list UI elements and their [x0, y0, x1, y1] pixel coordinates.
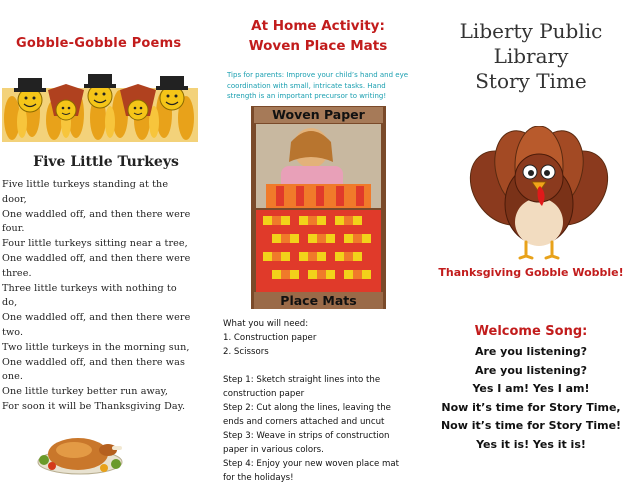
cartoon-turkey-image — [464, 126, 614, 266]
song-line: Are you listening? — [474, 363, 588, 377]
activity-subheading: Woven Place Mats — [248, 38, 388, 54]
poem-line: four. — [2, 223, 25, 235]
poem-line: One waddled off, and then there were — [2, 208, 191, 220]
left-panel — [0, 0, 212, 493]
song-line: Are you listening? — [474, 345, 588, 358]
song-line: Now it’s time for Story Time! — [440, 419, 622, 432]
step-line: Step 2: Cut along the lines, leaving the — [223, 403, 391, 413]
library-title-line: Liberty Public — [459, 19, 603, 43]
step-line: Step 1: Sketch straight lines into the — [223, 375, 381, 385]
poem-line: One little turkey better run away, — [2, 386, 169, 398]
step-line: ends and corners attached and uncut — [223, 417, 385, 427]
middle-panel — [218, 0, 418, 493]
needs-line: 1. Construction paper — [223, 333, 317, 343]
poem-line: three. — [2, 267, 32, 279]
photo-bottom-label: Place Mats — [280, 293, 357, 308]
welcome-song-lyrics — [424, 343, 638, 454]
song-line: Yes it is! Yes it is! — [476, 437, 586, 451]
activity-instructions — [223, 317, 418, 485]
poem-line: door, — [2, 193, 27, 205]
right-panel — [424, 0, 638, 493]
parent-tips: Tips for parents: Improve your child’s hand and eye coordination with small, intricate tasks. Hand strength is an important precursor to writing! — [227, 71, 409, 100]
spacer — [223, 359, 418, 373]
poem-line: Three little turkeys with nothing to — [2, 282, 177, 294]
poems-heading: Gobble-Gobble Poems — [16, 36, 182, 51]
step-line: Step 4: Enjoy your new woven place mat — [223, 459, 399, 469]
needs-line: 2. Scissors — [223, 347, 269, 357]
poem-line: One waddled off, and then there were — [2, 312, 191, 324]
library-title — [424, 19, 638, 94]
poem-title: Five Little Turkeys — [33, 154, 179, 170]
poem-text — [2, 178, 212, 415]
poem-line: one. — [2, 371, 24, 383]
needs-line: What you will need: — [223, 319, 309, 329]
poem-line: One waddled off, and then there was — [2, 356, 185, 368]
library-title-line: Story Time — [475, 69, 587, 93]
poem-line: do, — [2, 297, 18, 309]
activity-heading: At Home Activity: — [251, 18, 385, 34]
library-title-line: Library — [493, 44, 569, 68]
step-line: construction paper — [223, 389, 305, 399]
welcome-song-heading: Welcome Song: — [474, 324, 588, 339]
roast-turkey-image — [28, 420, 138, 480]
poem-line: Two little turkeys in the morning sun, — [2, 341, 190, 353]
poem-line: One waddled off, and then there were — [2, 252, 191, 264]
song-line: Now it’s time for Story Time, — [441, 400, 621, 414]
pilgrim-turkeys-banner-image — [2, 58, 198, 142]
poem-line: For soon it will be Thanksgiving Day. — [2, 400, 186, 412]
song-line: Yes I am! Yes I am! — [472, 382, 590, 395]
step-line: paper in various colors. — [223, 445, 324, 455]
poem-line: Four little turkeys sitting near a tree, — [2, 238, 188, 250]
poem-line: two. — [2, 326, 24, 338]
step-line: for the holidays! — [223, 473, 294, 483]
poem-line: Five little turkeys standing at the — [2, 179, 169, 190]
thanksgiving-subtitle: Thanksgiving Gobble Wobble! — [438, 266, 624, 279]
woven-placemat-photo-image — [251, 106, 386, 309]
photo-top-label: Woven Paper — [272, 107, 365, 122]
step-line: Step 3: Weave in strips of construction — [223, 431, 390, 441]
woven-placemat-photo — [251, 106, 386, 309]
